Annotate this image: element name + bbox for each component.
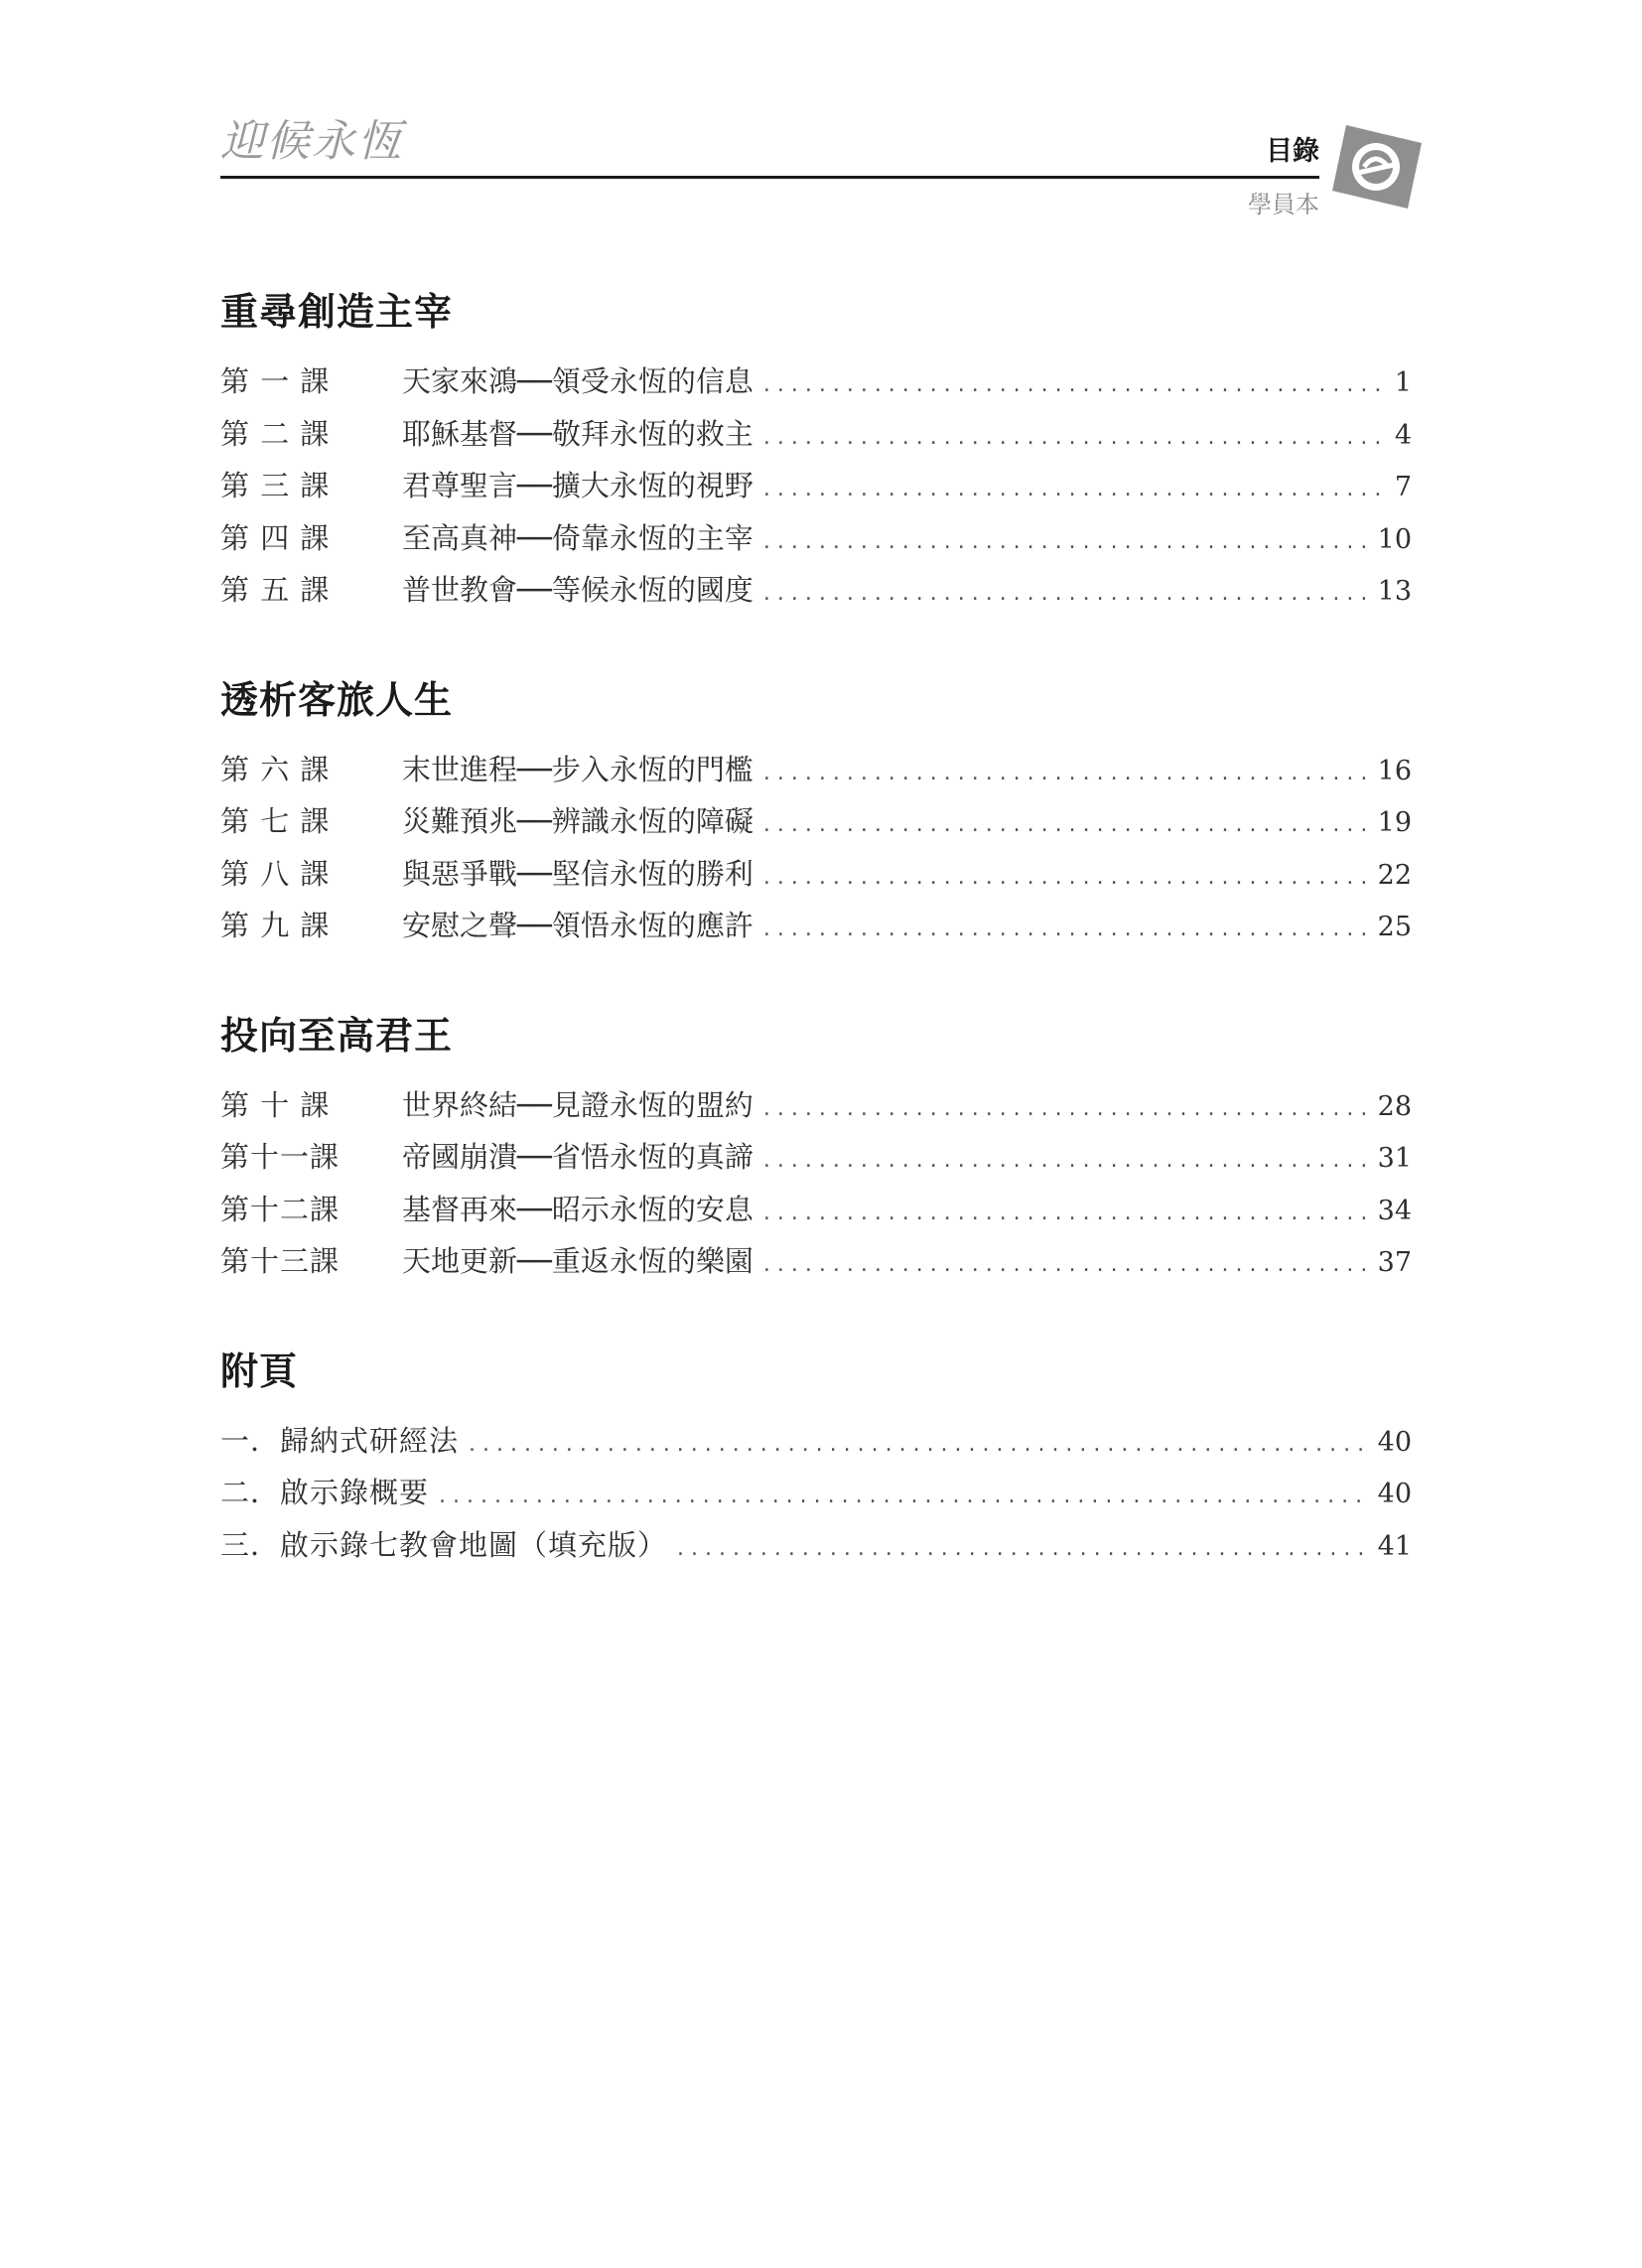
lesson-title: 普世教會──等候永恆的國度 <box>402 573 753 607</box>
page-header <box>0 0 1642 238</box>
header-rule <box>220 176 1319 179</box>
toc-entry[interactable] <box>220 1079 1412 1132</box>
appendix-entry[interactable] <box>220 1519 1412 1572</box>
appendix-entry[interactable] <box>220 1467 1412 1519</box>
page-number: 40 <box>1377 1426 1412 1458</box>
page-number: 10 <box>1377 523 1412 555</box>
dot-leader <box>763 464 1387 516</box>
group-title: 重尋創造主宰 <box>220 290 454 334</box>
lesson-number: 第十一課 <box>220 1140 341 1174</box>
toc-entry[interactable] <box>220 1131 1412 1184</box>
page-number: 37 <box>1377 1247 1412 1278</box>
group-title: 投向至高君王 <box>220 1013 454 1058</box>
toc-entry[interactable] <box>220 795 1412 848</box>
toc-entry[interactable] <box>220 355 1412 408</box>
page-number: 40 <box>1377 1479 1412 1509</box>
brand-title: 迎候永恆 <box>220 116 403 167</box>
lesson-number: 第 五 課 <box>220 573 331 607</box>
appendix-item-title: 三．啟示錄七教會地圖（填充版） <box>220 1527 668 1562</box>
lesson-title: 天家來鴻──領受永恆的信息 <box>402 364 753 398</box>
page-number: 28 <box>1377 1090 1412 1122</box>
dot-leader <box>763 568 1370 621</box>
page-number: 25 <box>1377 912 1412 942</box>
lesson-title: 安慰之聲──領悟永恆的應許 <box>402 909 753 942</box>
toc-entry[interactable] <box>220 900 1412 952</box>
lesson-title: 帝國崩潰──省悟永恆的真諦 <box>402 1140 753 1174</box>
appendix-group <box>220 1344 1412 1572</box>
appendix-item-title: 一．歸納式研經法 <box>220 1423 460 1458</box>
lesson-number: 第 十 課 <box>220 1087 331 1122</box>
page-number: 1 <box>1394 367 1412 398</box>
edition-label: 學員本 <box>1248 191 1319 218</box>
page-number: 22 <box>1377 859 1412 891</box>
page-number: 4 <box>1394 419 1412 451</box>
page-number: 31 <box>1377 1143 1412 1174</box>
lesson-title: 與惡爭戰──堅信永恆的勝利 <box>402 856 753 891</box>
dot-leader <box>763 1083 1370 1136</box>
lesson-number: 第十三課 <box>220 1244 341 1278</box>
dot-leader <box>763 1135 1370 1188</box>
dot-leader <box>763 852 1370 905</box>
lesson-number: 第 九 課 <box>220 909 331 942</box>
lesson-number: 第十二課 <box>220 1192 341 1226</box>
lesson-number: 第 六 課 <box>220 752 331 786</box>
toc-entry[interactable] <box>220 408 1412 461</box>
dot-leader <box>677 1523 1370 1576</box>
dot-leader <box>763 904 1370 956</box>
page-number: 16 <box>1377 755 1412 786</box>
lesson-title: 耶穌基督──敬拜永恆的救主 <box>402 416 753 451</box>
lesson-title: 天地更新──重返永恆的樂園 <box>402 1244 753 1278</box>
dot-leader <box>763 748 1370 800</box>
toc-entry[interactable] <box>220 564 1412 617</box>
appendix-title: 附頁 <box>220 1348 299 1393</box>
toc-entry[interactable] <box>220 512 1412 565</box>
lesson-title: 君尊聖言──擴大永恆的視野 <box>402 469 753 502</box>
dot-leader <box>763 516 1370 569</box>
appendix-item-title: 二．啟示錄概要 <box>220 1476 430 1509</box>
group-title: 透析客旅人生 <box>220 677 454 722</box>
lesson-number: 第 二 課 <box>220 416 331 451</box>
page-number: 19 <box>1377 807 1412 838</box>
toc-entry[interactable] <box>220 1235 1412 1288</box>
page-number: 13 <box>1377 576 1412 607</box>
table-of-contents <box>220 284 1412 1627</box>
dot-leader <box>763 359 1387 412</box>
toc-entry[interactable] <box>220 848 1412 901</box>
lesson-title: 災難預兆──辨識永恆的障礙 <box>402 804 753 838</box>
lesson-number: 第 三 課 <box>220 469 331 502</box>
dot-leader <box>763 1239 1370 1292</box>
appendix-entry[interactable] <box>220 1415 1412 1468</box>
lesson-title: 至高真神──倚靠永恆的主宰 <box>402 520 753 555</box>
toc-group <box>220 672 1412 952</box>
book-tab-icon <box>1328 121 1426 211</box>
toc-entry[interactable] <box>220 460 1412 512</box>
lesson-number: 第 四 課 <box>220 520 331 555</box>
lesson-number: 第 一 課 <box>220 364 331 398</box>
section-label: 目錄 <box>1266 136 1319 167</box>
lesson-title: 世界終結──見證永恆的盟約 <box>402 1087 753 1122</box>
dot-leader <box>763 1188 1370 1240</box>
page-number: 41 <box>1377 1530 1412 1562</box>
toc-group <box>220 1008 1412 1288</box>
lesson-number: 第 七 課 <box>220 804 331 838</box>
dot-leader <box>439 1471 1370 1523</box>
toc-entry[interactable] <box>220 1184 1412 1236</box>
lesson-number: 第 八 課 <box>220 856 331 891</box>
dot-leader <box>469 1419 1370 1472</box>
page-number: 34 <box>1377 1195 1412 1226</box>
dot-leader <box>763 799 1370 852</box>
lesson-title: 末世進程──步入永恆的門檻 <box>402 752 753 786</box>
dot-leader <box>763 412 1387 465</box>
toc-group <box>220 284 1412 617</box>
lesson-title: 基督再來──昭示永恆的安息 <box>402 1192 753 1226</box>
toc-entry[interactable] <box>220 744 1412 796</box>
page-number: 7 <box>1394 472 1412 502</box>
